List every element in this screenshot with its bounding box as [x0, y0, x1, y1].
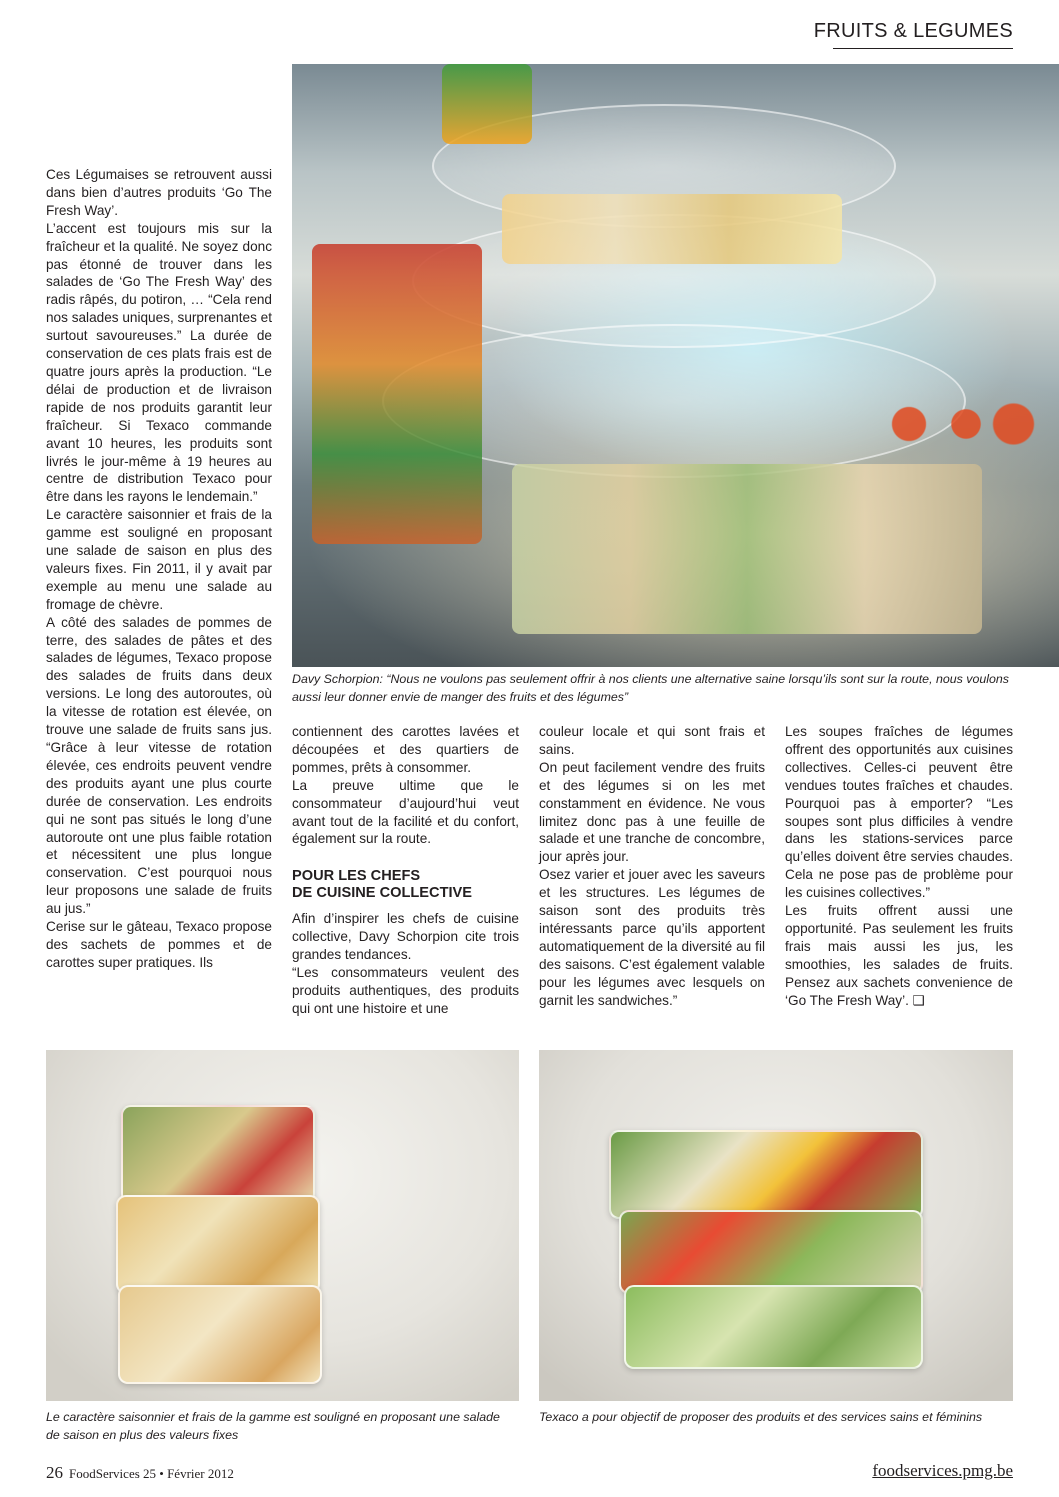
paragraph: contiennent des carottes lavées et découpées et des quartiers de pommes, prêts à consommer.	[292, 724, 519, 775]
paragraph: On peut facilement vendre des fruits et des légumes si on les met constamment en évidence. Ne vous limitez donc pas à une feuille de salade et une tranche de concombre, jour après jour.	[539, 759, 765, 865]
magazine-issue: FoodServices 25 • Février 2012	[69, 1466, 234, 1481]
bottom-left-caption: Le caractère saisonnier et frais de la gamme est souligné en proposant une salade de saison en plus des valeurs fixes	[46, 1410, 500, 1442]
article-column-1	[46, 166, 272, 972]
section-divider	[833, 48, 1013, 49]
page-number: 26	[46, 1463, 63, 1482]
stacked-salads-photo-right	[539, 1050, 1013, 1401]
juice-bottles-shelf	[312, 244, 482, 544]
paragraph: “Les consommateurs veulent des produits authentiques, des produits qui ont une histoire et une	[292, 965, 519, 1016]
salad-tub	[116, 1195, 320, 1294]
paragraph: Les fruits offrent aussi une opportunité. Pas seulement les fruits frais mais aussi les jus, les smoothies, les salades de fruits. Pensez aux sachets convenience de ‘Go The Fresh Way’. ❑	[785, 903, 1013, 1008]
display-stand-photo	[292, 64, 1059, 667]
salad-boxes-bottom	[512, 464, 982, 634]
section-label: FRUITS & LEGUMES	[813, 20, 1013, 42]
salad-box	[609, 1130, 923, 1219]
paragraph: Ces Légumaises se retrouvent aussi dans bien d’autres produits ‘Go The Fresh Way’.	[46, 167, 272, 218]
top-photo-caption: Davy Schorpion: “Nous ne voulons pas seulement offrir à nos clients une alternative saine lorsqu’ils sont sur la route, nous voulons aussi leur donner envie de manger des fruits et des légumes”	[292, 672, 1009, 704]
tomatoes-row	[852, 394, 1042, 454]
paragraph: A côté des salades de pommes de terre, des salades de pâtes et des salades de légumes, Texaco propose des salades de fruits dans deux versions. Le long des autoroutes, où la vitesse de rotation est élevée, on trouve une salade de fruits sans jus. “Grâce à leur vitesse de rotation élevée, ces endroits peuvent vendre des produits ayant une plus courte durée de conservation. Les endroits qui ne sont pas situés le long d’une autoroute ont une plus faible rotation et nécessitent une plus longue conservation. C’est pourquoi nous leur proposons une salade de fruits au jus.”	[46, 614, 272, 917]
bottom-right-caption: Texaco a pour objectif de proposer des produits et des services sains et féminins	[539, 1410, 983, 1424]
salad-tub	[118, 1285, 322, 1384]
paragraph: Les soupes fraîches de légumes offrent des opportunités aux cuisines collectives. Celles-ci peuvent être vendues toutes fraîches et chaudes. Pourquoi pas à emporter? “Les soupes sont plus difficiles à vendre dans les stations-services parce qu’elles doivent être servies chaudes. Cela ne pose pas de problème pour les cuisines collectives.”	[785, 724, 1013, 901]
subheading	[292, 868, 519, 902]
salad-tub	[121, 1105, 315, 1204]
page-footer	[46, 1463, 234, 1483]
article-column-2	[292, 723, 519, 1018]
juice-bottles-top	[442, 64, 532, 144]
paragraph: couleur locale et qui sont frais et sains.	[539, 724, 765, 757]
paragraph: Le caractère saisonnier et frais de la gamme est souligné en proposant une salade de saison en plus des valeurs fixes. Fin 2011, il y avait par exemple au menu une salade au fromage de chèvre.	[46, 507, 272, 612]
subheading-line-2: DE CUISINE COLLECTIVE	[292, 885, 473, 902]
website-link[interactable]: foodservices.pmg.be	[872, 1461, 1013, 1480]
paragraph: Afin d’inspirer les chefs de cuisine collective, Davy Schorpion cite trois grandes tendances.	[292, 911, 519, 963]
paragraph: L’accent est toujours mis sur la fraîcheur et la qualité. Ne soyez donc pas étonné de trouver dans les salades de ‘Go The Fresh Way’ des radis râpés, du potiron, … “Cela rend nos salades uniques, surprenantes et surtout savoureuses.” La durée de conservation de ces plats frais est de quatre jours après la production. “Le délai de production et de livraison rapide de nos produits garantit leur fraîcheur. Si Texaco commande avant 10 heures, les produits sont livrés le jour-même à 19 heures au centre de distribution Texaco pour être dans les rayons le lendemain.”	[46, 220, 272, 505]
paragraph: Cerise sur le gâteau, Texaco propose des sachets de pommes et de carottes super pratiques. Ils	[46, 919, 272, 970]
salad-box	[619, 1210, 923, 1294]
article-column-3	[539, 723, 765, 1010]
stacked-salads-photo-left	[46, 1050, 519, 1401]
subheading-line-1: POUR LES CHEFS	[292, 868, 421, 885]
paragraph: Osez varier et jouer avec les saveurs et les structures. Les légumes de saison sont des produits très intéressants parce qu’ils apportent automatiquement de la diversité au fil des saisons. C’est également valable pour les légumes avec lesquels on garnit les sandwiches.”	[539, 867, 765, 1008]
paragraph: La preuve ultime que le consommateur d’aujourd’hui veut avant tout de la facilité et du confort, également sur la route.	[292, 777, 519, 847]
article-column-4	[785, 723, 1013, 1010]
fruit-cups-row	[502, 194, 842, 264]
salad-box	[624, 1285, 923, 1369]
